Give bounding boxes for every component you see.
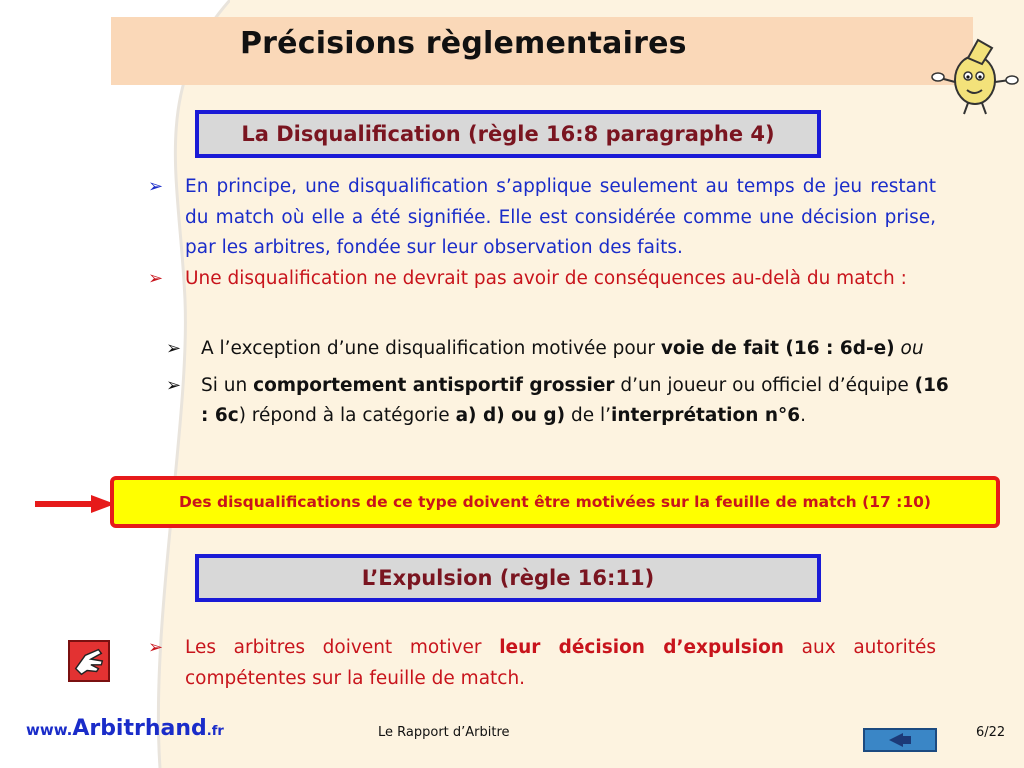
whistle-mascot — [930, 30, 1020, 120]
arrow-bullet-icon: ➢ — [148, 637, 164, 658]
expulsion-heading: L’Expulsion (règle 16:11) — [361, 566, 655, 590]
back-arrow-icon — [885, 732, 915, 748]
red-arrow-icon — [35, 494, 115, 514]
expulsion-heading-box — [195, 554, 821, 602]
arrow-bullet-icon: ➢ — [166, 374, 182, 396]
disqualification-heading: La Disqualification (règle 16:8 paragraphe 4) — [241, 122, 775, 146]
logo-fr: .fr — [206, 724, 224, 739]
disqualification-heading-box — [195, 110, 821, 158]
footer-title: Le Rapport d’Arbitre — [378, 725, 510, 740]
bullet-principle: ➢ En principe, une disqualification s’applique seulement au temps de jeu restant du match où elle a été signifiée. Elle est considérée comme une décision prise, par les arbitres, fondée sur leur observation des faits. — [148, 172, 936, 264]
arrow-bullet-icon: ➢ — [166, 338, 182, 359]
logo-brand: Arbitrhand — [72, 716, 207, 741]
disqualification-bullets — [148, 172, 936, 294]
exceptions-list — [166, 334, 956, 432]
bullet-expulsion: ➢ Les arbitres doivent motiver leur décision d’expulsion aux autorités compétentes sur la feuille de match. — [148, 633, 936, 694]
arrow-bullet-icon: ➢ — [148, 176, 164, 197]
disqualification-note — [110, 476, 1000, 528]
back-button[interactable] — [863, 728, 937, 752]
exception-unsportsmanlike: ➢ Si un comportement antisportif grossier d’un joueur ou officiel d’équipe (16 : 6c) répond à la catégorie a) d) ou g) de l’interprétation n°6. — [166, 371, 956, 432]
site-logo[interactable] — [26, 716, 224, 741]
logo-www: www. — [26, 721, 73, 739]
pointing-hand-icon — [68, 640, 110, 682]
bullet-consequences: ➢ Une disqualification ne devrait pas avoir de conséquences au-delà du match : — [148, 264, 936, 295]
expulsion-bullets — [148, 633, 936, 694]
exception-violence: ➢ A l’exception d’une disqualification motivée pour voie de fait (16 : 6d-e) ou — [166, 334, 956, 365]
note-text: Des disqualifications de ce type doivent être motivées sur la feuille de match (17 :10) — [178, 493, 932, 511]
arrow-bullet-icon: ➢ — [148, 267, 164, 289]
page-title: Précisions règlementaires — [240, 26, 687, 61]
page-number: 6/22 — [976, 725, 1006, 740]
